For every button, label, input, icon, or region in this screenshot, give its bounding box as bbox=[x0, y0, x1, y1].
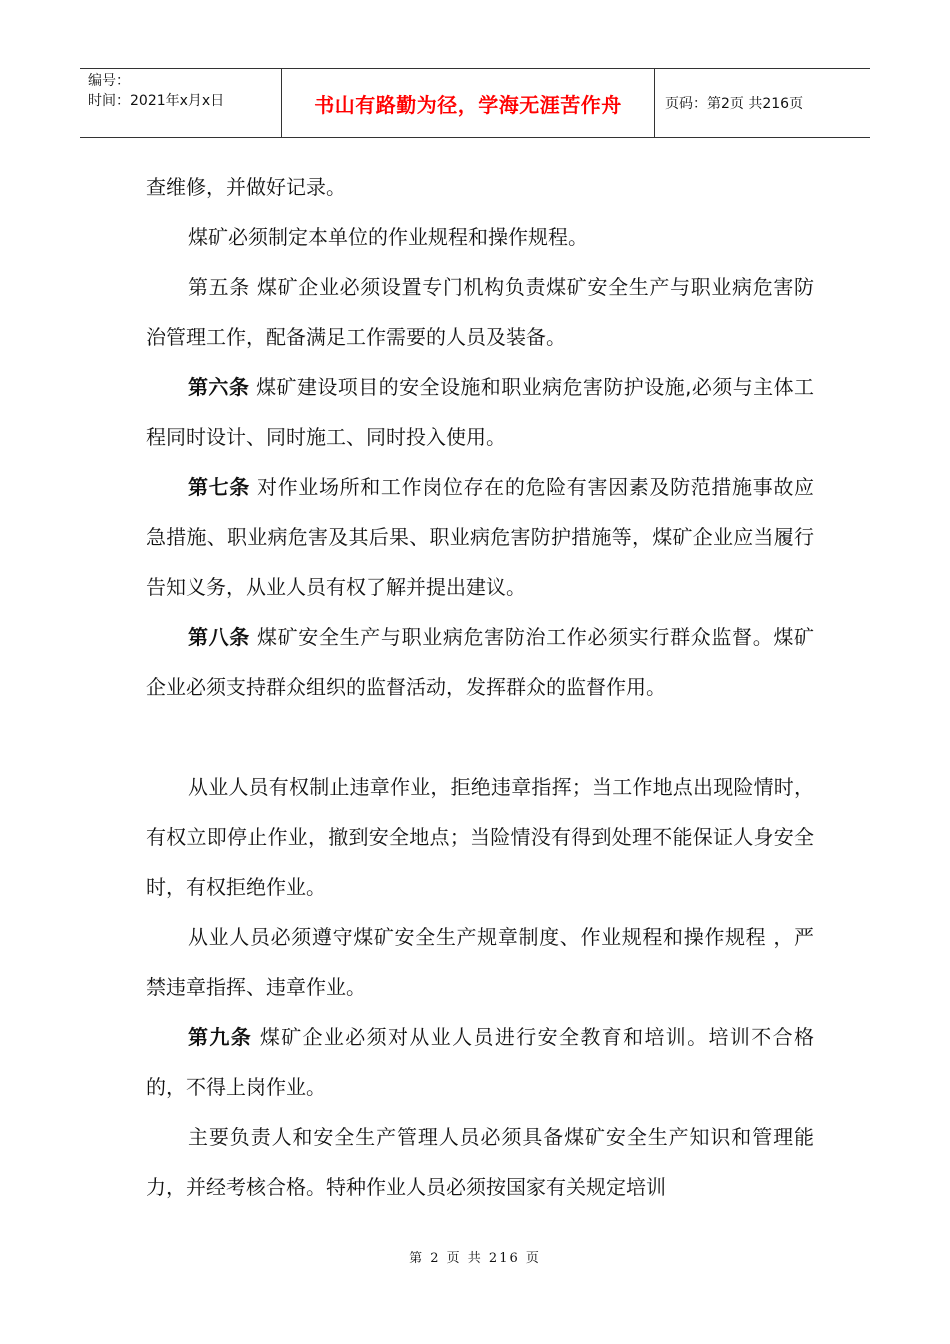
paragraph-text: 对作业场所和工作岗位存在的危险有害因素及防范措施事故应急措施、职业病危害及其后果、职业病危害防护措施等，煤矿企业应当履行告知义务，从业人员有权了解并提出建议。 bbox=[146, 475, 815, 599]
paragraph-text: 煤矿建设项目的安全设施和职业病危害防护设施,必须与主体工程同时设计、同时施工、同时投入使用。 bbox=[146, 375, 815, 449]
paragraph-text: 主要负责人和安全生产管理人员必须具备煤矿安全生产知识和管理能力，并经考核合格。特种作业人员必须按国家有关规定培训 bbox=[146, 1125, 814, 1199]
blank-line bbox=[146, 712, 814, 762]
paragraph-article-7 bbox=[146, 462, 814, 612]
paragraph bbox=[146, 762, 814, 912]
paragraph bbox=[146, 912, 814, 1012]
document-date: 时间：2021年x月x日 bbox=[88, 93, 225, 109]
header-slogan: 书山有路勤为径，学海无涯苦作舟 bbox=[282, 69, 655, 137]
paragraph-text: 查维修，并做好记录。 bbox=[146, 175, 346, 199]
paragraph-article-5 bbox=[146, 262, 814, 362]
paragraph-article-6 bbox=[146, 362, 814, 462]
article-heading: 第九条 bbox=[188, 1025, 253, 1049]
paragraph-article-9 bbox=[146, 1012, 814, 1112]
paragraph-article-8 bbox=[146, 612, 814, 712]
page-footer: 第 2 页 共 216 页 bbox=[409, 1251, 541, 1266]
document-body bbox=[146, 162, 814, 1212]
paragraph bbox=[146, 1112, 814, 1212]
paragraph-text: 从业人员有权制止违章作业，拒绝违章指挥；当工作地点出现险情时，有权立即停止作业，撤到安全地点；当险情没有得到处理不能保证人身安全时，有权拒绝作业。 bbox=[146, 775, 814, 899]
page-header bbox=[80, 68, 870, 138]
paragraph bbox=[146, 162, 814, 212]
paragraph-text: 煤矿必须制定本单位的作业规程和操作规程。 bbox=[188, 225, 588, 249]
header-meta bbox=[80, 69, 282, 137]
article-heading: 第八条 bbox=[188, 625, 250, 649]
paragraph-text: 煤矿安全生产与职业病危害防治工作必须实行群众监督。煤矿企业必须支持群众组织的监督活动，发挥群众的监督作用。 bbox=[146, 625, 815, 699]
paragraph-text: 从业人员必须遵守煤矿安全生产规章制度、作业规程和操作规程 ，严禁违章指挥、违章作业。 bbox=[146, 925, 814, 999]
paragraph bbox=[146, 212, 814, 262]
paragraph-text: 煤矿企业必须对从业人员进行安全教育和培训。培训不合格的，不得上岗作业。 bbox=[146, 1025, 815, 1099]
article-heading: 第六条 bbox=[188, 375, 250, 399]
document-number-label: 编号： bbox=[88, 73, 130, 89]
paragraph-text: 第五条 煤矿企业必须设置专门机构负责煤矿安全生产与职业病危害防治管理工作，配备满足工作需要的人员及装备。 bbox=[146, 275, 814, 349]
article-heading: 第七条 bbox=[188, 475, 250, 499]
header-page-info: 页码：第2页 共216页 bbox=[665, 96, 804, 112]
